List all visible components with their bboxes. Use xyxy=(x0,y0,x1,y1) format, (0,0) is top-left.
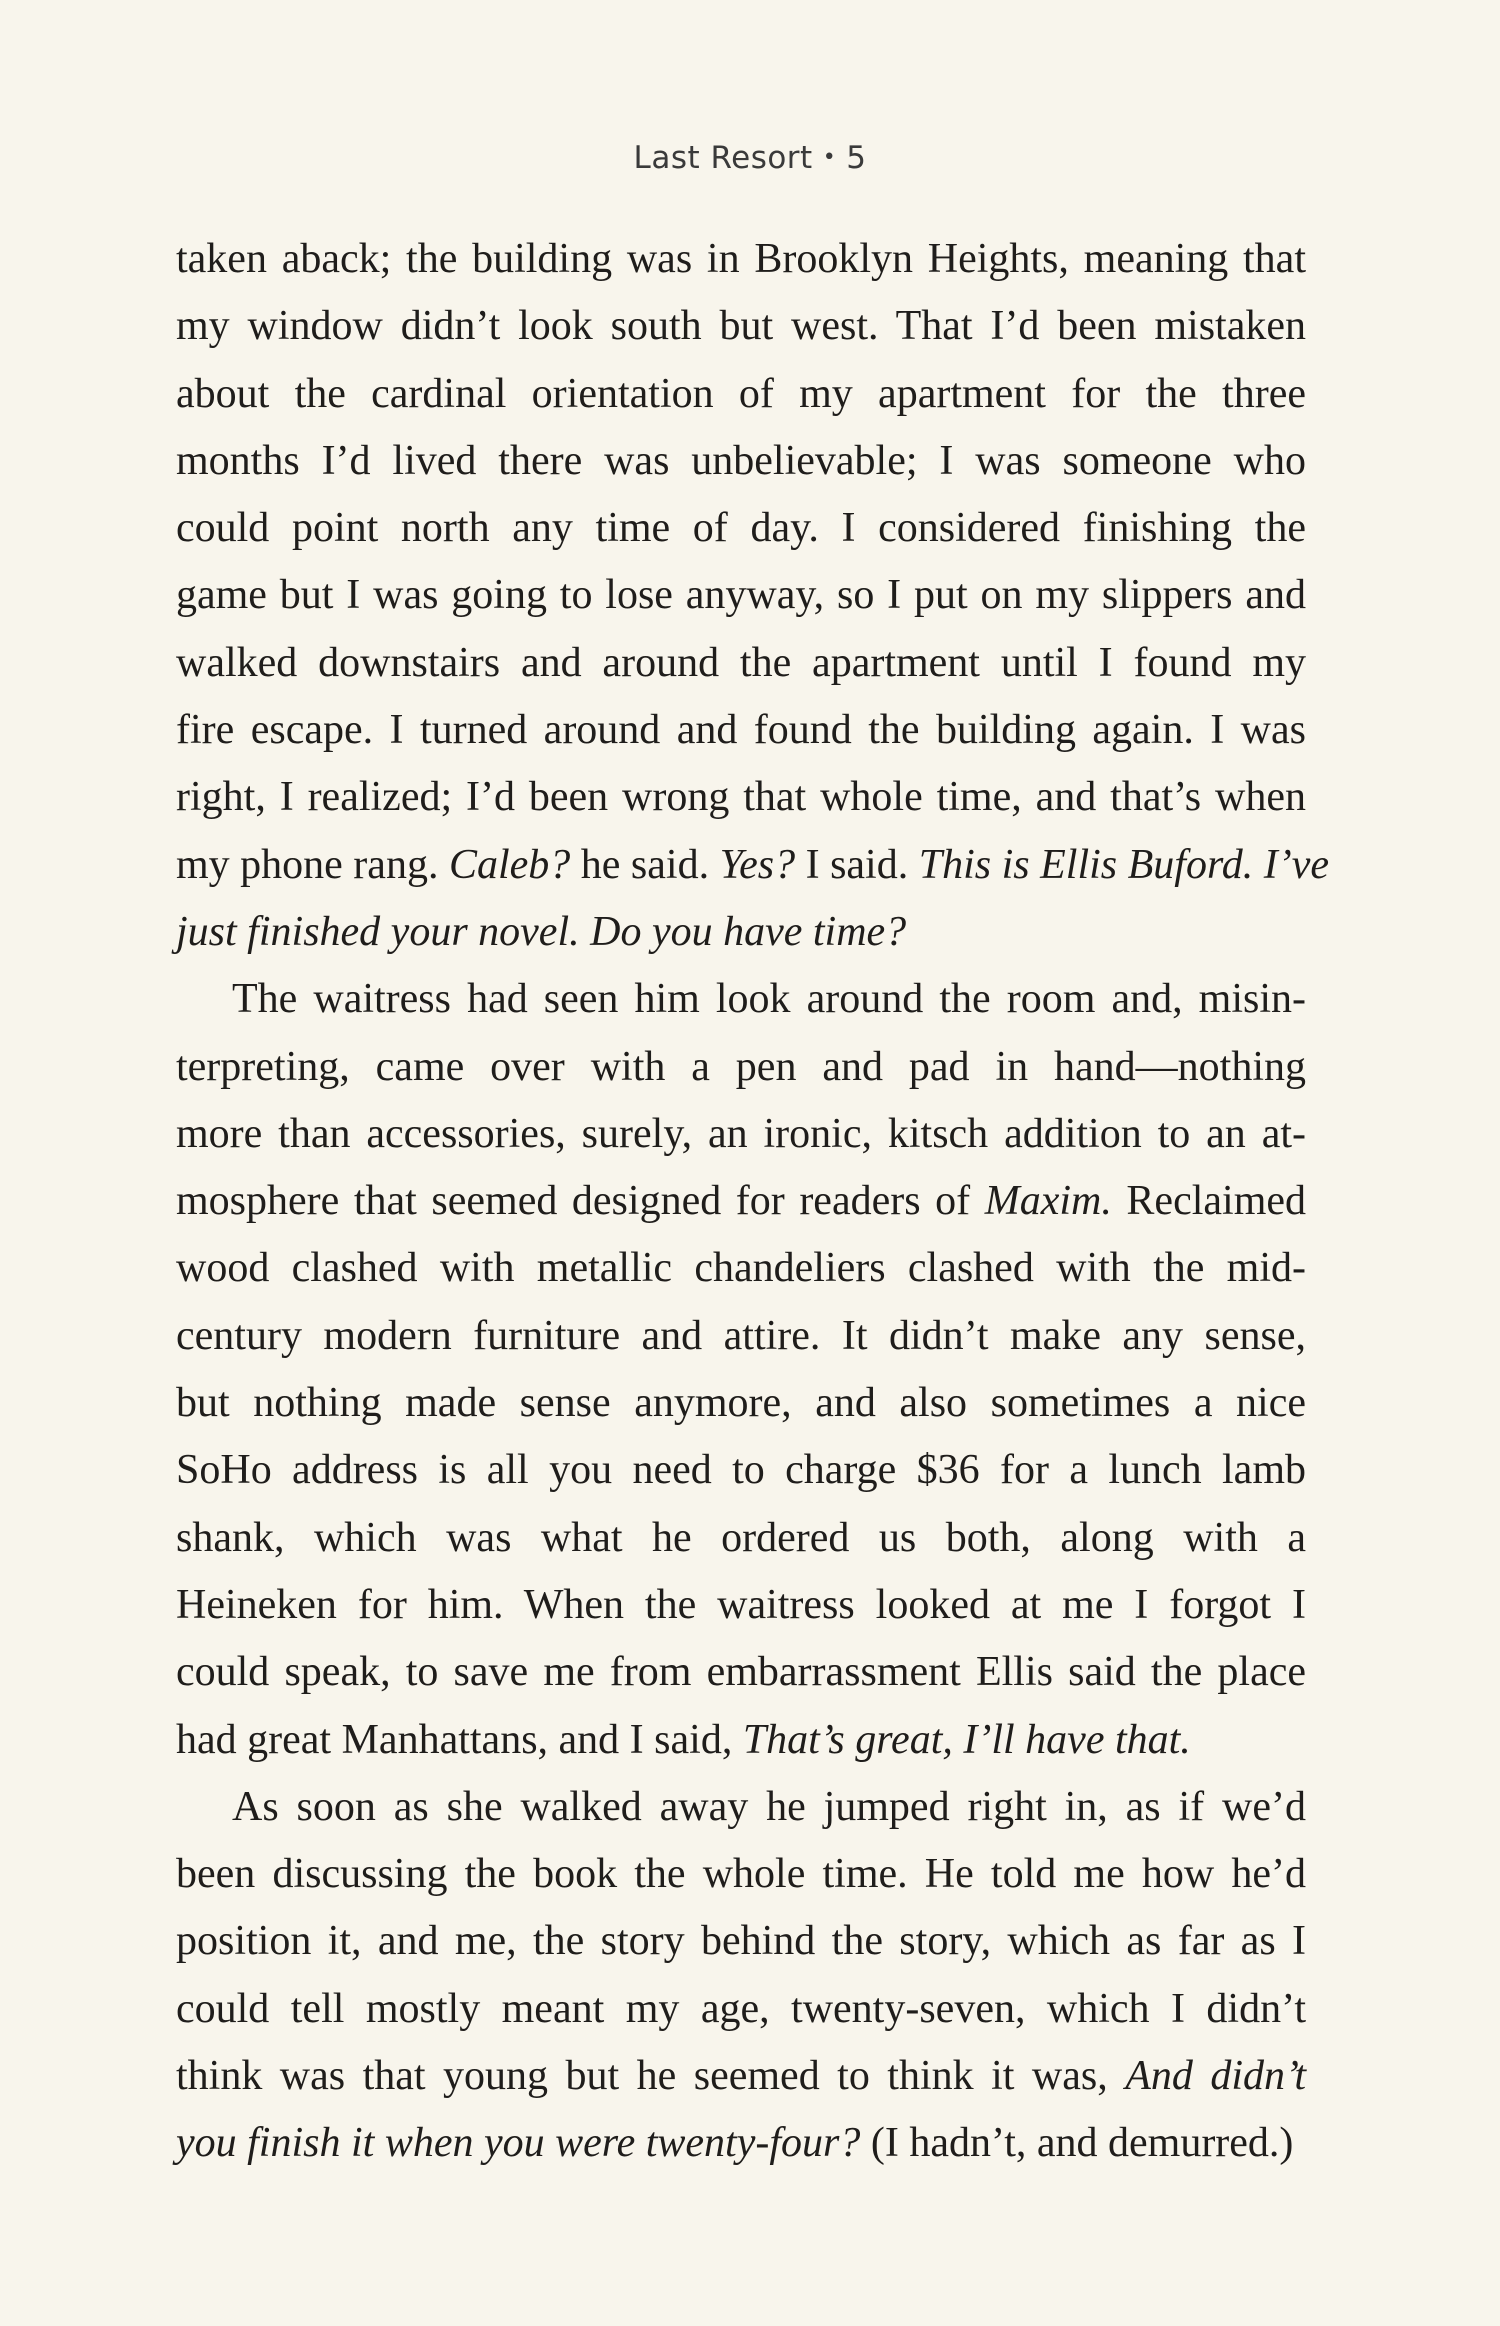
text-line xyxy=(176,1572,1306,1639)
text-line xyxy=(176,495,1306,562)
text-run: (I hadn’t, and demurred.) xyxy=(860,2120,1294,2167)
text-run: been discussing the book the whole time. He told me how he’d xyxy=(176,1851,1306,1898)
italic-text: And didn’t xyxy=(1125,2053,1306,2100)
text-line xyxy=(176,1303,1306,1370)
running-head-title: Last Resort xyxy=(633,140,813,176)
text-run: could speak, to save me from embarrassment Ellis said the place xyxy=(176,1649,1306,1696)
text-run: he said. xyxy=(570,841,720,888)
text-line xyxy=(176,630,1306,697)
text-run: fire escape. I turned around and found the building again. I was xyxy=(176,707,1306,754)
body-text xyxy=(176,226,1329,2178)
text-run: mosphere that seemed designed for readers of xyxy=(176,1178,985,1225)
text-line xyxy=(176,1505,1306,1572)
text-run: terpreting, came over with a pen and pad in hand—nothing xyxy=(176,1043,1306,1090)
text-line xyxy=(176,1034,1306,1101)
paragraph-2 xyxy=(176,966,1306,1774)
text-run: walked downstairs and around the apartment until I found my xyxy=(176,639,1306,686)
text-line xyxy=(176,1774,1306,1841)
text-run: century modern furniture and attire. It didn’t make any sense, xyxy=(176,1312,1306,1359)
text-line xyxy=(176,1370,1306,1437)
text-line xyxy=(176,1707,1306,1774)
text-run: SoHo address is all you need to charge $36 for a lunch lamb xyxy=(176,1447,1306,1494)
italic-text: you finish it when you were twenty-four? xyxy=(176,2120,861,2167)
running-head-separator: • xyxy=(822,145,837,170)
text-line xyxy=(176,361,1306,428)
italic-text: just finished your novel. Do you have time? xyxy=(176,908,907,955)
text-run: could tell mostly meant my age, twenty-seven, which I didn’t xyxy=(176,1985,1306,2032)
italic-text: Caleb? xyxy=(448,841,571,888)
text-run: game but I was going to lose anyway, so I put on my slippers and xyxy=(176,572,1306,619)
paragraph-3 xyxy=(176,1774,1306,2178)
text-run: I said. xyxy=(795,841,919,888)
running-head xyxy=(0,140,1500,176)
text-line xyxy=(176,697,1306,764)
text-line xyxy=(176,1235,1306,1302)
text-line xyxy=(176,1437,1306,1504)
text-run: my window didn’t look south but west. That I’d been mistaken xyxy=(176,303,1306,350)
text-line xyxy=(176,966,1306,1033)
text-run: think was that young but he seemed to think it was, xyxy=(176,2053,1126,2100)
text-line xyxy=(176,1101,1306,1168)
text-run: but nothing made sense anymore, and also sometimes a nice xyxy=(176,1380,1306,1427)
paragraph-1 xyxy=(176,226,1329,966)
italic-text: Yes? xyxy=(719,841,796,888)
text-run: Reclaimed xyxy=(1111,1178,1307,1225)
text-line xyxy=(176,562,1306,629)
text-run: about the cardinal orientation of my apartment for the three xyxy=(176,370,1306,417)
text-run: Heineken for him. When the waitress looked at me I forgot I xyxy=(176,1581,1306,1628)
text-run: months I’d lived there was unbelievable; I was someone who xyxy=(176,437,1306,484)
text-run: taken aback; the building was in Brooklyn Heights, meaning that xyxy=(176,236,1306,282)
italic-text: Maxim. xyxy=(984,1178,1112,1225)
text-line xyxy=(176,1908,1306,1975)
text-run: right, I realized; I’d been wrong that whole time, and that’s when xyxy=(176,774,1306,821)
italic-text: That’s great, I’ll have that. xyxy=(742,1716,1191,1763)
text-line xyxy=(176,1168,1306,1235)
text-line xyxy=(176,226,1306,293)
text-run: more than accessories, surely, an ironic, kitsch addition to an at- xyxy=(176,1110,1306,1157)
text-line xyxy=(176,1841,1306,1908)
text-line xyxy=(176,1639,1306,1706)
text-run: had great Manhattans, and I said, xyxy=(176,1716,743,1763)
text-line xyxy=(176,1976,1306,2043)
text-line xyxy=(176,293,1306,360)
text-line xyxy=(176,899,1306,966)
text-run: my phone rang. xyxy=(176,841,449,888)
text-run: As soon as she walked away he jumped right in, as if we’d xyxy=(232,1783,1306,1830)
text-line xyxy=(176,832,1329,899)
text-run: shank, which was what he ordered us both, along with a xyxy=(176,1514,1306,1561)
text-line xyxy=(176,764,1306,831)
text-line xyxy=(176,428,1306,495)
text-run: could point north any time of day. I considered finishing the xyxy=(176,505,1306,552)
text-run: wood clashed with metallic chandeliers clashed with the mid- xyxy=(176,1245,1306,1292)
text-line xyxy=(176,2043,1306,2110)
text-run: The waitress had seen him look around the room and, misin- xyxy=(232,976,1306,1023)
italic-text: This is Ellis Buford. I’ve xyxy=(918,841,1329,888)
page-number: 5 xyxy=(846,140,867,176)
text-line xyxy=(176,2110,1306,2177)
text-run: position it, and me, the story behind the story, which as far as I xyxy=(176,1918,1306,1965)
